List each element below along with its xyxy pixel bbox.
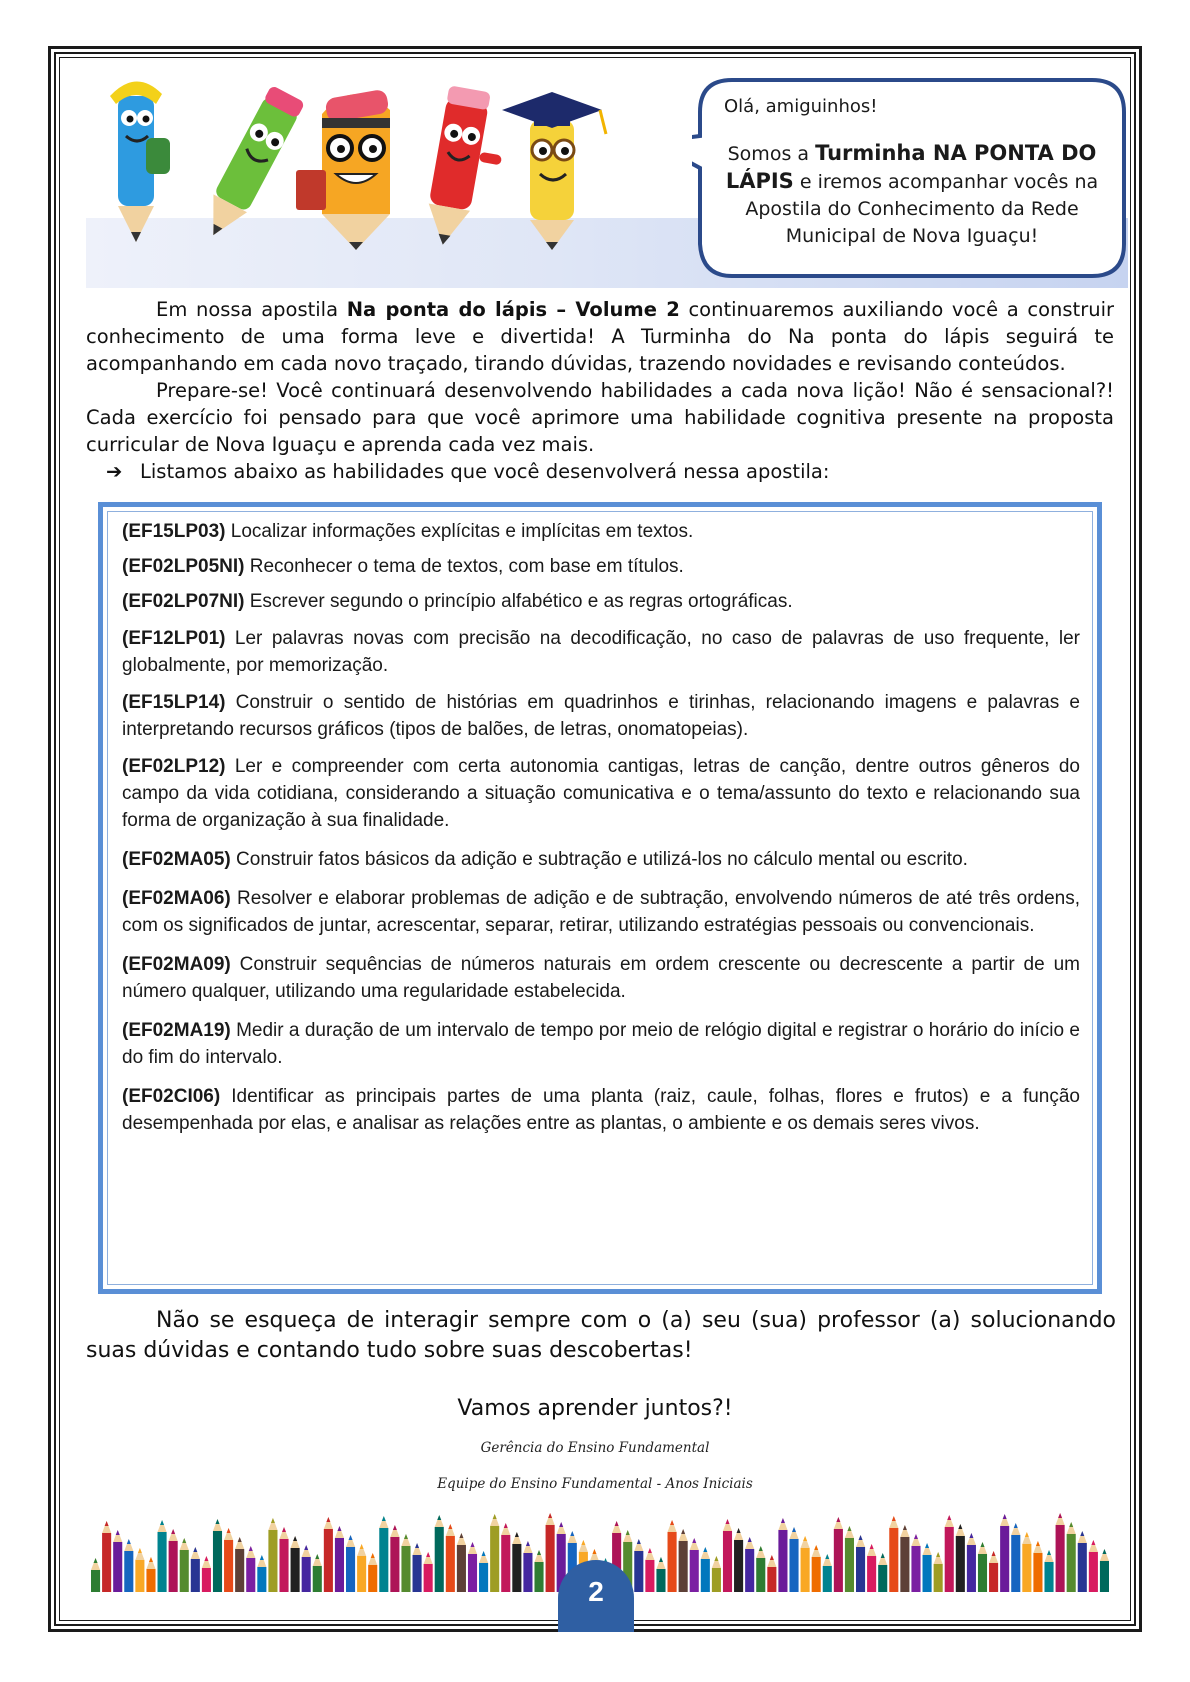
footer-pencil-lead — [116, 1530, 120, 1535]
footer-pencil-lead — [681, 1529, 685, 1534]
footer-pencil — [102, 1533, 111, 1592]
footer-pencil-lead — [1036, 1541, 1040, 1546]
footer-pencil-lead — [792, 1527, 796, 1532]
footer-pencil-lead — [105, 1521, 109, 1526]
footer-pencil-lead — [892, 1516, 896, 1521]
footer-pencil — [346, 1547, 355, 1592]
footer-pencil — [1067, 1534, 1076, 1592]
footer-pencil-lead — [859, 1535, 863, 1540]
footer-pencil-lead — [670, 1520, 674, 1525]
footer-pencil — [878, 1565, 887, 1592]
footer-pencil — [745, 1549, 754, 1592]
footer-pencil-lead — [548, 1513, 552, 1518]
footer-pencil — [435, 1527, 444, 1592]
footer-pencil — [723, 1531, 732, 1592]
footer-pencil — [523, 1553, 532, 1592]
speech-bubble-text — [712, 92, 1112, 272]
footer-pencil — [789, 1539, 798, 1592]
footer-pencil — [734, 1540, 743, 1592]
turminha-name: Turminha NA PONTA DO LÁPIS — [725, 141, 1097, 193]
footer-pencil-lead — [1080, 1531, 1084, 1536]
footer-pencil — [124, 1551, 133, 1592]
footer-pencil-lead — [249, 1546, 253, 1551]
footer-pencil — [213, 1531, 222, 1592]
footer-pencil-lead — [559, 1522, 563, 1527]
footer-pencil-lead — [615, 1521, 619, 1526]
footer-pencil — [268, 1530, 277, 1592]
footer-pencil-lead — [426, 1552, 430, 1557]
footer-pencil-lead — [171, 1529, 175, 1534]
footer-pencil-lead — [626, 1530, 630, 1535]
footer-pencil — [967, 1545, 976, 1592]
closing-call: Vamos aprender juntos?! — [457, 1396, 733, 1421]
footer-pencil — [479, 1563, 488, 1592]
footer-pencil — [701, 1559, 710, 1592]
footer-pencil — [313, 1566, 322, 1592]
footer-pencil-lead — [537, 1550, 541, 1555]
footer-pencil — [856, 1547, 865, 1592]
footer-pencil — [656, 1569, 665, 1592]
footer-pencil — [224, 1540, 233, 1592]
skills-intro-line: ➔ Listamos abaixo as habilidades que você desenvolverá nessa apostila: — [106, 460, 830, 483]
footer-pencil-lead — [1102, 1549, 1106, 1554]
footer-pencil-lead — [703, 1547, 707, 1552]
footer-pencil — [712, 1568, 721, 1592]
orange-pencil-mascot — [296, 89, 390, 250]
skill-item: (EF02LP05NI) Reconhecer o tema de textos, com base em títulos. — [122, 556, 684, 577]
footer-pencil-lead — [526, 1541, 530, 1546]
footer-pencil-lead — [271, 1518, 275, 1523]
footer-pencil-lead — [981, 1542, 985, 1547]
footer-pencil — [91, 1570, 100, 1592]
footer-pencil — [756, 1558, 765, 1592]
skill-item: (EF02LP12) Ler e compreender com certa autonomia cantigas, letras de canção, dentre outros gêneros do campo da vida cotidiana, considerando a situação comunicativa e o tema/assunto do texto e relacionando sua forma de organização à sua finalidade. — [122, 756, 1080, 831]
footer-pencil-lead — [404, 1534, 408, 1539]
footer-pencil — [911, 1546, 920, 1592]
footer-pencil-lead — [781, 1518, 785, 1523]
skill-item: (EF02MA09) Construir sequências de números naturais em ordem crescente ou decrescente a partir de um número qualquer, utilizando uma regularidade estabelecida. — [122, 954, 1080, 1002]
footer-pencil-lead — [293, 1536, 297, 1541]
green-pencil-mascot — [197, 85, 306, 244]
footer-pencil — [956, 1536, 965, 1592]
footer-pencil — [989, 1563, 998, 1592]
footer-pencil — [468, 1554, 477, 1592]
footer-pencil-lead — [315, 1554, 319, 1559]
footer-pencil-lead — [637, 1539, 641, 1544]
closing-text — [86, 1306, 1116, 1366]
footer-pencil-lead — [304, 1545, 308, 1550]
footer-pencil — [778, 1530, 787, 1592]
footer-pencil-lead — [737, 1528, 741, 1533]
footer-pencil-lead — [459, 1533, 463, 1538]
footer-pencil — [446, 1536, 455, 1592]
skill-item: (EF02MA06) Resolver e elaborar problemas de adição e de subtração, envolvendo números de até três ordens, com os significados de juntar, acrescentar, separar, retirar, utilizando estratégias pessoais ou convencionais. — [122, 888, 1080, 936]
footer-pencil — [135, 1560, 144, 1592]
footer-pencil — [546, 1525, 555, 1592]
footer-pencil — [302, 1557, 311, 1592]
footer-pencil — [291, 1548, 300, 1592]
footer-pencil-lead — [847, 1526, 851, 1531]
footer-pencil — [180, 1550, 189, 1592]
footer-pencil — [845, 1538, 854, 1592]
footer-pencil-lead — [149, 1557, 153, 1562]
footer-pencil — [279, 1539, 288, 1592]
footer-pencil-lead — [936, 1552, 940, 1557]
footer-pencil — [945, 1527, 954, 1592]
footer-pencil — [379, 1528, 388, 1592]
footer-pencil-lead — [260, 1555, 264, 1560]
footer-pencil — [1033, 1553, 1042, 1592]
footer-pencil-lead — [238, 1537, 242, 1542]
footer-pencil — [1011, 1535, 1020, 1592]
footer-pencil — [257, 1567, 266, 1592]
footer-pencil-lead — [448, 1524, 452, 1529]
footer-pencil — [900, 1537, 909, 1592]
skill-item: (EF02CI06) Identificar as principais partes de uma planta (raiz, caule, folhas, flores e frutos) e a função desempenhada por elas, e analisar as relações entre as plantas, o ambiente e os demais seres vivos. — [122, 1086, 1080, 1134]
footer-pencil-lead — [814, 1545, 818, 1550]
footer-pencil-lead — [282, 1527, 286, 1532]
footer-pencil — [246, 1558, 255, 1592]
footer-pencil — [889, 1528, 898, 1592]
footer-pencil-lead — [836, 1517, 840, 1522]
footer-pencil — [1044, 1562, 1053, 1592]
footer-pencil — [113, 1542, 122, 1592]
bubble-greeting: Olá, amiguinhos! — [724, 96, 878, 117]
footer-pencil-lead — [193, 1547, 197, 1552]
footer-pencil — [146, 1569, 155, 1592]
footer-pencil-lead — [393, 1525, 397, 1530]
signature-gerencia: Gerência do Ensino Fundamental — [480, 1440, 710, 1456]
skill-item: (EF15LP14) Construir o sentido de histórias em quadrinhos e tirinhas, relacionando imagens e palavras e interpretando recursos gráficos (tipos de balões, de letras, onomatopeias). — [122, 692, 1080, 740]
footer-pencil-lead — [204, 1556, 208, 1561]
footer-pencil — [645, 1560, 654, 1592]
footer-pencil-lead — [947, 1515, 951, 1520]
footer-pencil-lead — [94, 1558, 98, 1563]
footer-pencil-lead — [770, 1555, 774, 1560]
pencil-mascots-illustration — [100, 74, 660, 252]
skill-item: (EF02MA19) Medir a duração de um intervalo de tempo por meio de relógio digital e registrar o horário do início e do fim do intervalo. — [122, 1020, 1080, 1068]
footer-pencil-lead — [504, 1523, 508, 1528]
footer-pencil — [368, 1565, 377, 1592]
footer-pencil — [169, 1541, 178, 1592]
footer-pencil — [1078, 1543, 1087, 1592]
footer-pencil-lead — [592, 1549, 596, 1554]
footer-pencil — [191, 1559, 200, 1592]
footer-pencil — [867, 1556, 876, 1592]
closing-paragraph: Não se esqueça de interagir sempre com o (a) seu (sua) professor (a) solucionando suas dúvidas e contando tudo sobre suas descobertas! — [86, 1308, 1116, 1363]
red-pencil-mascot — [422, 85, 512, 252]
footer-pencil-lead — [160, 1520, 164, 1525]
footer-pencil — [534, 1562, 543, 1592]
footer-pencil — [357, 1556, 366, 1592]
signature-equipe: Equipe do Ensino Fundamental - Anos Iniciais — [437, 1476, 753, 1492]
footer-pencil-lead — [659, 1557, 663, 1562]
footer-pencil-lead — [581, 1540, 585, 1545]
footer-pencil — [457, 1545, 466, 1592]
footer-pencil-lead — [748, 1537, 752, 1542]
footer-pencil-lead — [1014, 1523, 1018, 1528]
footer-pencil-lead — [1025, 1532, 1029, 1537]
footer-pencil — [812, 1557, 821, 1592]
footer-pencil — [823, 1566, 832, 1592]
footer-pencil — [413, 1555, 422, 1592]
footer-pencil — [1056, 1525, 1065, 1592]
footer-pencil — [634, 1551, 643, 1592]
footer-pencil-lead — [692, 1538, 696, 1543]
footer-pencil — [668, 1532, 677, 1592]
footer-pencil — [934, 1564, 943, 1592]
footer-pencil — [401, 1546, 410, 1592]
skill-item: (EF02LP07NI) Escrever segundo o princípio alfabético e as regras ortográficas. — [122, 591, 793, 612]
footer-pencil-lead — [493, 1514, 497, 1519]
footer-pencil-lead — [992, 1551, 996, 1556]
footer-pencil-lead — [127, 1539, 131, 1544]
footer-pencil — [834, 1529, 843, 1592]
footer-pencil — [424, 1564, 433, 1592]
footer-pencil — [501, 1535, 510, 1592]
footer-pencil-lead — [482, 1551, 486, 1556]
footer-pencil — [1000, 1526, 1009, 1592]
skill-item: (EF15LP03) Localizar informações explícitas e implícitas em textos. — [122, 521, 694, 542]
footer-pencil — [335, 1538, 344, 1592]
footer-pencil-lead — [1003, 1514, 1007, 1519]
footer-pencil — [158, 1532, 167, 1592]
footer-pencil — [490, 1526, 499, 1592]
footer-pencil — [679, 1541, 688, 1592]
bubble-message: Somos a Turminha NA PONTA DO LÁPIS e iremos acompanhar vocês na Apostila do Conhecimento da Rede Municipal de Nova Iguaçu! — [725, 141, 1099, 247]
footer-pencil-lead — [382, 1516, 386, 1521]
footer-pencil-lead — [870, 1544, 874, 1549]
footer-pencil-lead — [216, 1519, 220, 1524]
footer-pencil-lead — [570, 1531, 574, 1536]
footer-pencil-lead — [515, 1532, 519, 1537]
footer-pencil-lead — [825, 1554, 829, 1559]
footer-pencil — [1022, 1544, 1031, 1592]
footer-pencil-lead — [349, 1535, 353, 1540]
footer-pencil — [390, 1537, 399, 1592]
footer-pencil — [512, 1544, 521, 1592]
footer-pencil-lead — [415, 1543, 419, 1548]
footer-pencil-lead — [326, 1517, 330, 1522]
intro-paragraph-1: Em nossa apostila Na ponta do lápis – Volume 2 continuaremos auxiliando você a construir conhecimento de uma forma leve e divertida! A Turminha do Na ponta do lápis seguirá te acompanhando em cada novo traçado, tirando dúvidas, trazendo novidades e revisando conteúdos. — [86, 298, 1115, 375]
yellow-pencil-mascot — [502, 92, 606, 250]
footer-pencil — [801, 1548, 810, 1592]
footer-pencil — [1089, 1552, 1098, 1592]
arrow-right-icon: ➔ — [106, 460, 123, 483]
footer-pencil-lead — [437, 1515, 441, 1520]
footer-pencil-lead — [1091, 1540, 1095, 1545]
footer-pencil — [767, 1567, 776, 1592]
footer-pencil-lead — [471, 1542, 475, 1547]
footer-pencil — [324, 1529, 333, 1592]
skill-item: (EF02MA05) Construir fatos básicos da adição e subtração e utilizá-los no cálculo mental ou escrito. — [122, 849, 968, 870]
footer-pencil-lead — [360, 1544, 364, 1549]
intro-text — [86, 296, 1114, 485]
page-number-badge: 2 — [558, 1560, 634, 1632]
footer-pencil — [235, 1549, 244, 1592]
footer-pencil-lead — [1069, 1522, 1073, 1527]
footer-pencil-lead — [726, 1519, 730, 1524]
footer-pencil-lead — [881, 1553, 885, 1558]
footer-pencil-lead — [958, 1524, 962, 1529]
footer-pencil-lead — [925, 1543, 929, 1548]
footer-pencil-lead — [1047, 1550, 1051, 1555]
skill-item: (EF12LP01) Ler palavras novas com precisão na decodificação, no caso de palavras de uso frequente, ler globalmente, por memorização. — [122, 628, 1080, 676]
footer-pencil-lead — [903, 1525, 907, 1530]
footer-pencil-lead — [337, 1526, 341, 1531]
skills-list — [122, 518, 1080, 1137]
footer-pencil-lead — [803, 1536, 807, 1541]
footer-pencil-lead — [969, 1533, 973, 1538]
footer-pencil-lead — [227, 1528, 231, 1533]
footer-pencil-lead — [138, 1548, 142, 1553]
footer-pencil — [978, 1554, 987, 1592]
footer-pencil — [923, 1555, 932, 1592]
blue-pencil-mascot — [110, 81, 170, 242]
footer-pencil-lead — [714, 1556, 718, 1561]
footer-pencil-lead — [182, 1538, 186, 1543]
volume-title: Na ponta do lápis – Volume 2 — [346, 298, 680, 321]
footer-pencil-lead — [759, 1546, 763, 1551]
footer-pencil-lead — [1058, 1513, 1062, 1518]
footer-pencil — [1100, 1561, 1109, 1592]
intro-paragraph-2: Prepare-se! Você continuará desenvolvendo habilidades a cada nova lição! Não é sensacional?! Cada exercício foi pensado para que você aprimore uma habilidade cognitiva presente na proposta curricular de Nova Iguaçu e aprenda cada vez mais. — [86, 379, 1114, 456]
footer-pencil-lead — [371, 1553, 375, 1558]
footer-pencil-lead — [914, 1534, 918, 1539]
footer-pencil — [202, 1568, 211, 1592]
footer-pencil-lead — [648, 1548, 652, 1553]
footer-pencil — [690, 1550, 699, 1592]
